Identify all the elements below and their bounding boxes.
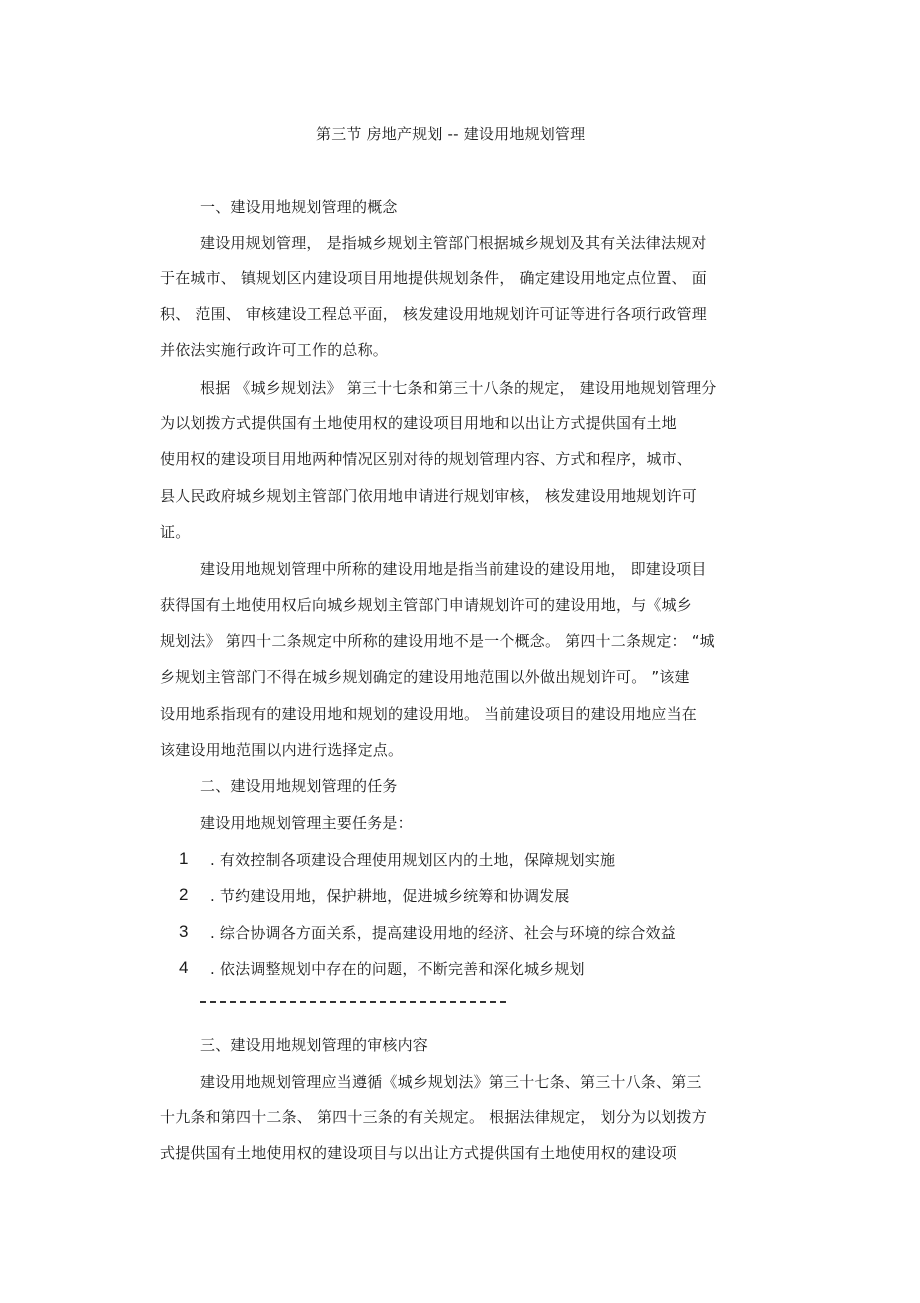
paragraph-line: 建设用地规划管理中所称的建设用地是指当前建设的建设用地， 即建设项目	[200, 560, 707, 578]
paragraph-line: 获得国有土地使用权后向城乡规划主管部门申请规划许可的建设用地，与《城乡	[160, 596, 693, 614]
task-number: 2	[179, 885, 189, 904]
task-number: 1	[179, 849, 189, 868]
paragraph-line: 十九条和第四十二条、 第四十三条的有关规定。 根据法律规定， 划分为以划拨方	[160, 1108, 707, 1126]
paragraph-line: 证。	[160, 523, 191, 541]
paragraph-line: 根据 《城乡规划法》 第三十七条和第三十八条的规定， 建设用地规划管理分	[200, 379, 717, 397]
paragraph-line: 县人民政府城乡规划主管部门依用地申请进行规划审核， 核发建设用地规划许可	[160, 487, 697, 505]
paragraph-line: 使用权的建设项目用地两种情况区别对待的规划管理内容、方式和程序，城市、	[160, 450, 693, 468]
task-text: . 综合协调各方面关系，提高建设用地的经济、社会与环境的综合效益	[210, 924, 676, 942]
paragraph-line: 积、 范围、 审核建设工程总平面， 核发建设用地规划许可证等进行各项行政管理	[160, 305, 707, 323]
paragraph-line: 该建设用地范围以内进行选择定点。	[160, 741, 404, 759]
section-heading-1: 一、建设用地规划管理的概念	[200, 198, 398, 216]
task-text: . 有效控制各项建设合理使用规划区内的土地，保障规划实施	[210, 851, 616, 869]
page-title: 第三节 房地产规划 -- 建设用地规划管理	[316, 125, 586, 143]
task-text: . 节约建设用地，保护耕地，促进城乡统筹和协调发展	[210, 887, 570, 905]
section-heading-2: 二、建设用地规划管理的任务	[200, 777, 398, 795]
paragraph-line: 设用地系指现有的建设用地和规划的建设用地。 当前建设项目的建设用地应当在	[160, 705, 697, 723]
paragraph-line: 并依法实施行政许可工作的总称。	[160, 341, 389, 359]
task-number: 3	[179, 922, 189, 941]
paragraph-line: 规划法》 第四十二条规定中所称的建设用地不是一个概念。 第四十二条规定： “城	[160, 632, 715, 650]
section-heading-3: 三、建设用地规划管理的审核内容	[200, 1036, 429, 1054]
paragraph-line: 乡规划主管部门不得在城乡规划确定的建设用地范围以外做出规划许可。 ”该建	[160, 668, 690, 686]
task-text: . 依法调整规划中存在的问题，不断完善和深化城乡规划	[210, 960, 585, 978]
section-divider	[200, 1001, 506, 1003]
paragraph-line: 式提供国有土地使用权的建设项目与以出让方式提供国有土地使用权的建设项	[160, 1144, 677, 1162]
paragraph-line: 于在城市、 镇规划区内建设项目用地提供规划条件， 确定建设用地定点位置、 面	[160, 269, 707, 287]
task-intro: 建设用地规划管理主要任务是：	[200, 814, 413, 832]
paragraph-line: 为以划拨方式提供国有土地使用权的建设项目用地和以出让方式提供国有土地	[160, 414, 677, 432]
task-number: 4	[179, 958, 189, 977]
paragraph-line: 建设用地规划管理应当遵循《城乡规划法》第三十七条、第三十八条、第三	[200, 1073, 702, 1091]
paragraph-line: 建设用规划管理， 是指城乡规划主管部门根据城乡规划及其有关法律法规对	[200, 234, 707, 252]
